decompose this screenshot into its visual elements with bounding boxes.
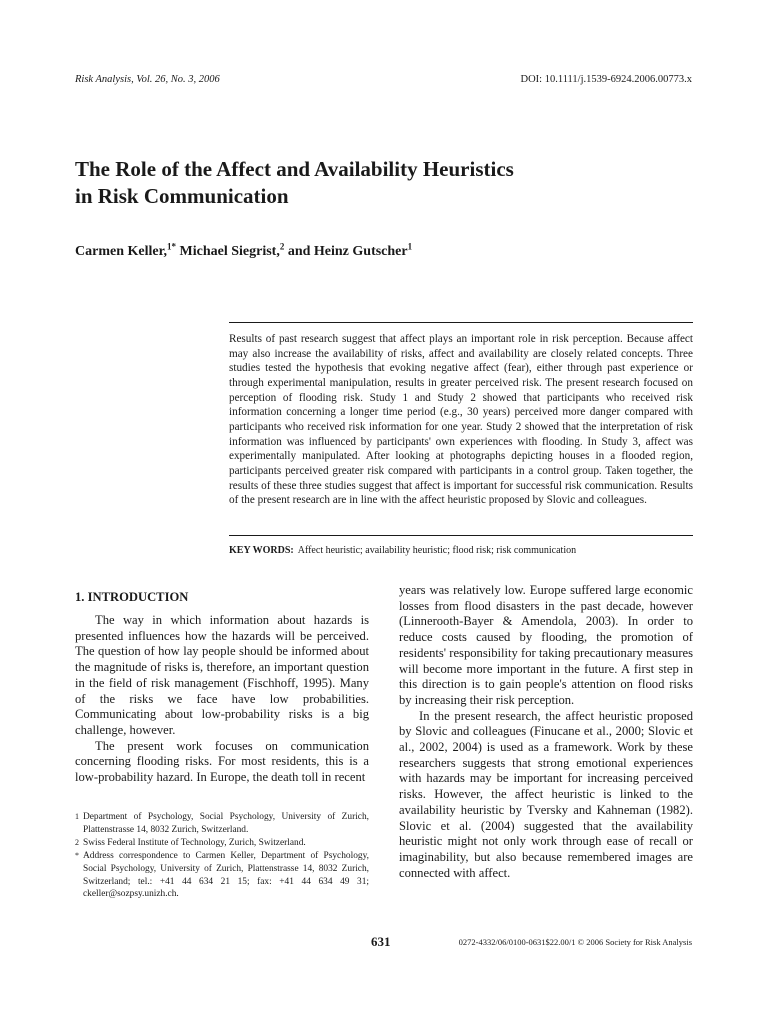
journal-citation: Risk Analysis, Vol. 26, No. 3, 2006	[75, 74, 220, 85]
footnotes	[75, 811, 369, 901]
body-paragraph: In the present research, the affect heuristic proposed by Slovic and colleagues (Finucane et al., 2000; Slovic et al., 2002, 2004) is used as a framework. Work by these researchers suggests that strong emotional experiences with hazards may be important for increasing perceived risks. However, the affect heuristic is linked to the availability heuristic by Tversky and Kahneman (1982). Slovic et al. (2004) suggested that the availability heuristic might not only work through ease of recall or imaginability, but also because remembered images are connected with affect.	[399, 708, 693, 880]
footnote	[75, 811, 369, 837]
author-name: and Heinz Gutscher	[287, 244, 408, 259]
section-heading: 1. INTRODUCTION	[75, 590, 189, 604]
title-line-1: The Role of the Affect and Availability Heuristics	[75, 157, 514, 181]
paper-title	[75, 156, 695, 210]
body-paragraph: The way in which information about hazards is presented influences how the hazards will be perceived. The question of how lay people should be informed about the magnitude of risks is, therefore, an important question in the field of risk management (Fischhoff, 1995). Many of the risks we face have low probabilities. Communicating about low-probability risks is a big challenge, however.	[75, 613, 369, 737]
author-name: Carmen Keller,	[75, 244, 168, 259]
body-paragraph: The present work focuses on communication concerning flooding risks. For most residents, this is a low-probability hazard. In Europe, the death toll in recent	[75, 738, 369, 785]
footnote-mark: 2	[75, 837, 79, 847]
footnote-text: Department of Psychology, Social Psychology, University of Zurich, Plattenstrasse 14, 8032 Zurich, Switzerland.	[83, 812, 369, 835]
keywords-label: KEY WORDS:	[229, 545, 294, 556]
author-affiliation-mark: 1	[407, 241, 413, 252]
body-paragraph: years was relatively low. Europe suffered large economic losses from flood disasters in the past decade, however (Linnerooth-Bayer & Amendola, 2003). In order to reduce costs caused by flooding, the promotion of residents' responsibility for taking precautionary measures will become more important in the future. A first step in this direction is to gain people's attention on flood risks by increasing their risk perception.	[399, 583, 693, 707]
page-number: 631	[371, 934, 391, 949]
left-column	[75, 613, 369, 786]
abstract-bottom-rule	[229, 535, 693, 536]
keywords-text: Affect heuristic; availability heuristic; flood risk; risk communication	[297, 545, 577, 556]
footnote-mark: 1	[75, 812, 79, 821]
footnote-text: Address correspondence to Carmen Keller, Department of Psychology, Social Psychology, University of Zurich, Plattenstrasse 14, 8032 Zurich, Switzerland; tel.: +41 44 634 21 15; fax: +41 44 634 49 31; ckeller@sozpsy.unizh.ch.	[83, 850, 369, 900]
doi: DOI: 10.1111/j.1539-6924.2006.00773.x	[520, 74, 692, 85]
footnote	[75, 850, 369, 902]
author-list	[75, 241, 413, 260]
title-line-2: in Risk Communication	[75, 184, 289, 208]
abstract-top-rule	[229, 322, 693, 323]
author-name: Michael Siegrist,	[179, 244, 280, 259]
keywords	[229, 545, 576, 556]
copyright-code: 0272-4332/06/0100-0631$22.00/1 © 2006 Society for Risk Analysis	[458, 937, 692, 947]
author-affiliation-mark: 2	[279, 241, 285, 252]
footnote-text: Swiss Federal Institute of Technology, Zurich, Switzerland.	[83, 837, 306, 848]
right-column	[399, 583, 693, 881]
author-affiliation-mark: 1*	[167, 241, 177, 252]
footnote-mark: *	[75, 850, 79, 860]
footnote	[75, 837, 369, 850]
abstract: Results of past research suggest that affect plays an important role in risk perception. Because affect may also increase the availability of risks, affect and availability are closely related concepts. Three studies tested the hypothesis that evoking negative affect (fear), either through past experience or through experimental manipulation, results in greater perceived risk. The present research focused on perception of flooding risk. Study 1 and Study 2 showed that participants who received risk information concerning a longer time period (e.g., 30 years) perceived more danger compared with participants who received risk information for one year. Study 2 showed that the interpretation of risk information was influenced by participants' own experiences with flooding. In Study 3, affect was experimentally manipulated. After looking at photographs depicting houses in a flooded region, participants perceived greater risk compared with participants in a control group. Taken together, the results of these three studies suggest that affect is important for successful risk communication. Results of the present research are in line with the affect heuristic proposed by Slovic and colleagues.	[229, 333, 693, 507]
